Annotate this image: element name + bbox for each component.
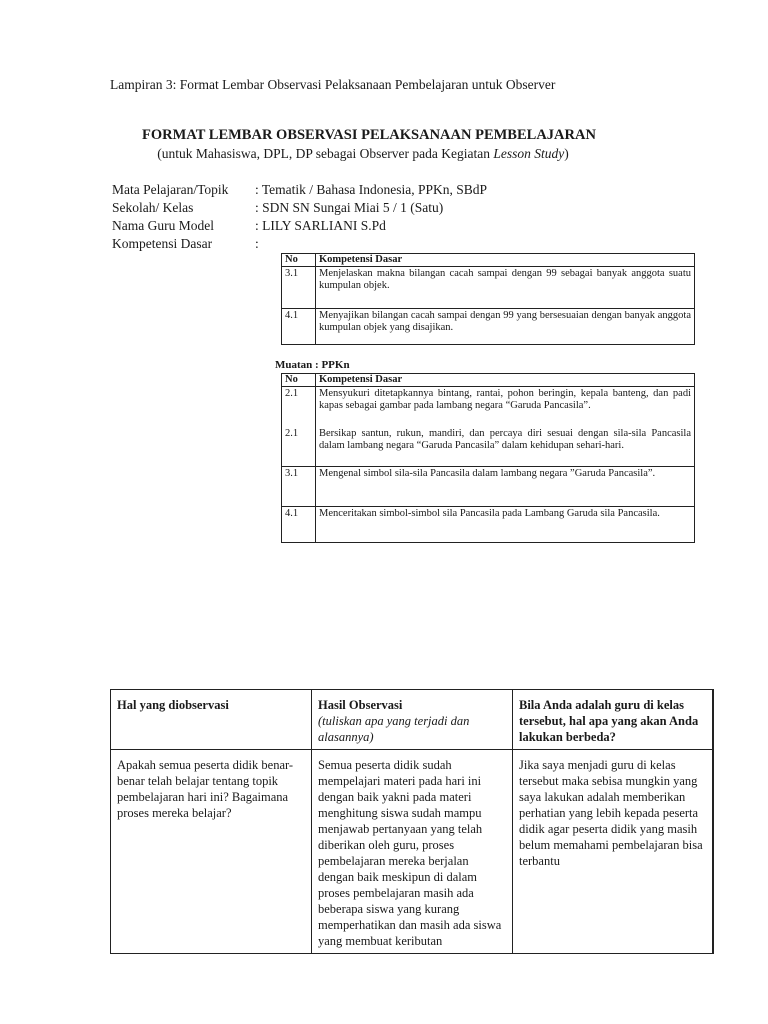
- observation-row: [111, 750, 714, 954]
- row-text: Mengenal simbol sila-sila Pancasila dalam lambang negara ”Garuda Pancasila”.: [316, 467, 695, 507]
- observation-table: [110, 689, 714, 954]
- cell-hal-diobservasi: Apakah semua peserta didik benar-benar telah belajar tentang topik pembelajaran hari ini? Bagaimana proses mereka belajar?: [111, 750, 312, 954]
- info-row-kompetensi: [112, 235, 487, 253]
- header-kompetensi: Kompetensi Dasar: [316, 254, 695, 267]
- row-no: 4.1: [282, 507, 316, 543]
- col3-header: Bila Anda adalah guru di kelas tersebut, hal apa yang akan Anda lakukan berbeda?: [519, 698, 699, 744]
- col2-header: Hasil Observasi: [318, 698, 403, 712]
- row-text: Menjelaskan makna bilangan cacah sampai dengan 99 sebagai banyak anggota suatu kumpulan objek.: [316, 267, 695, 309]
- col1-header: Hal yang diobservasi: [117, 698, 229, 712]
- cell-hasil-observasi: Semua peserta didik sudah mempelajari materi pada hari ini dengan baik yakni pada materi menghitung siswa sudah mampu menjawab pertanyaan yang telah diberikan oleh guru, proses pembelajaran mereka berjalan dengan baik meskipun di dalam proses pembelajaran masih ada beberapa siswa yang kurang memperhatikan dan masih ada siswa yang membuat keributan: [312, 750, 513, 954]
- info-label: Kompetensi Dasar: [112, 236, 213, 251]
- header-kompetensi: Kompetensi Dasar: [316, 374, 695, 387]
- muatan-label: Muatan : PPKn: [275, 359, 350, 371]
- info-value: :: [255, 236, 259, 251]
- table-row: [282, 387, 695, 467]
- subtitle-prefix: (untuk Mahasiswa, DPL, DP sebagai Observer pada Kegiatan: [157, 146, 494, 161]
- info-block: [112, 181, 487, 253]
- row-text: Menyajikan bilangan cacah sampai dengan 99 yang bersesuaian dengan banyak anggota kumpulan objek yang disajikan.: [316, 309, 695, 345]
- info-row-mata-pelajaran: [112, 181, 487, 199]
- row-no: 3.1: [282, 467, 316, 507]
- info-value: : Tematik / Bahasa Indonesia, PPKn, SBdP: [255, 182, 488, 197]
- row-no: 3.1: [282, 267, 316, 309]
- info-label: Nama Guru Model: [112, 218, 214, 233]
- header-guru-berbeda: [513, 690, 714, 750]
- info-label: Sekolah/ Kelas: [112, 200, 194, 215]
- row-no: 4.1: [282, 309, 316, 345]
- table-row: [282, 467, 695, 507]
- row-text: [316, 387, 695, 467]
- header-no: No: [282, 254, 316, 267]
- row-no: [282, 387, 316, 467]
- cell-guru-berbeda: Jika saya menjadi guru di kelas tersebut maka sebisa mungkin yang saya lakukan adalah memberikan perhatian yang lebih kepada peserta didik agar peserta didik yang masih belum memahami pembelajaran bisa terbantu: [513, 750, 714, 954]
- row-no-b: 2.1: [285, 428, 299, 439]
- row-text-a: Mensyukuri ditetapkannya bintang, rantai, pohon beringin, kepala banteng, dan padi kapas sebagai gambar pada lambang negara “Garuda Pancasila”.: [319, 388, 691, 411]
- header-no: No: [282, 374, 316, 387]
- observation-header-row: [111, 690, 714, 750]
- page-title: FORMAT LEMBAR OBSERVASI PELAKSANAAN PEMBELAJARAN: [142, 127, 596, 143]
- table-header-row: [282, 374, 695, 387]
- col2-subheader: (tuliskan apa yang terjadi dan alasannya): [318, 714, 470, 744]
- table-row: [282, 267, 695, 309]
- table-row: [282, 507, 695, 543]
- row-text: Menceritakan simbol-simbol sila Pancasila pada Lambang Garuda sila Pancasila.: [316, 507, 695, 543]
- header-hasil-observasi: [312, 690, 513, 750]
- info-label: Mata Pelajaran/Topik: [112, 182, 229, 197]
- lampiran-heading: Lampiran 3: Format Lembar Observasi Pelaksanaan Pembelajaran untuk Observer: [110, 77, 556, 92]
- info-row-guru-model: [112, 217, 487, 235]
- table-row: [282, 309, 695, 345]
- row-text-b: Bersikap santun, rukun, mandiri, dan percaya diri sesuai dengan sila-sila Pancasila dalam lambang negara “Garuda Pancasila” dalam kehidupan sehari-hari.: [319, 428, 691, 451]
- page-subtitle: [0, 146, 726, 162]
- subtitle-italic: Lesson Study: [493, 146, 565, 161]
- info-value: : LILY SARLIANI S.Pd: [255, 218, 386, 233]
- kompetensi-table-1: [281, 253, 695, 345]
- table-header-row: [282, 254, 695, 267]
- header-hal-diobservasi: [111, 690, 312, 750]
- info-row-sekolah: [112, 199, 487, 217]
- info-value: : SDN SN Sungai Miai 5 / 1 (Satu): [255, 200, 444, 215]
- subtitle-suffix: ): [564, 146, 569, 161]
- row-no-a: 2.1: [285, 388, 299, 399]
- kompetensi-table-2: [281, 373, 695, 543]
